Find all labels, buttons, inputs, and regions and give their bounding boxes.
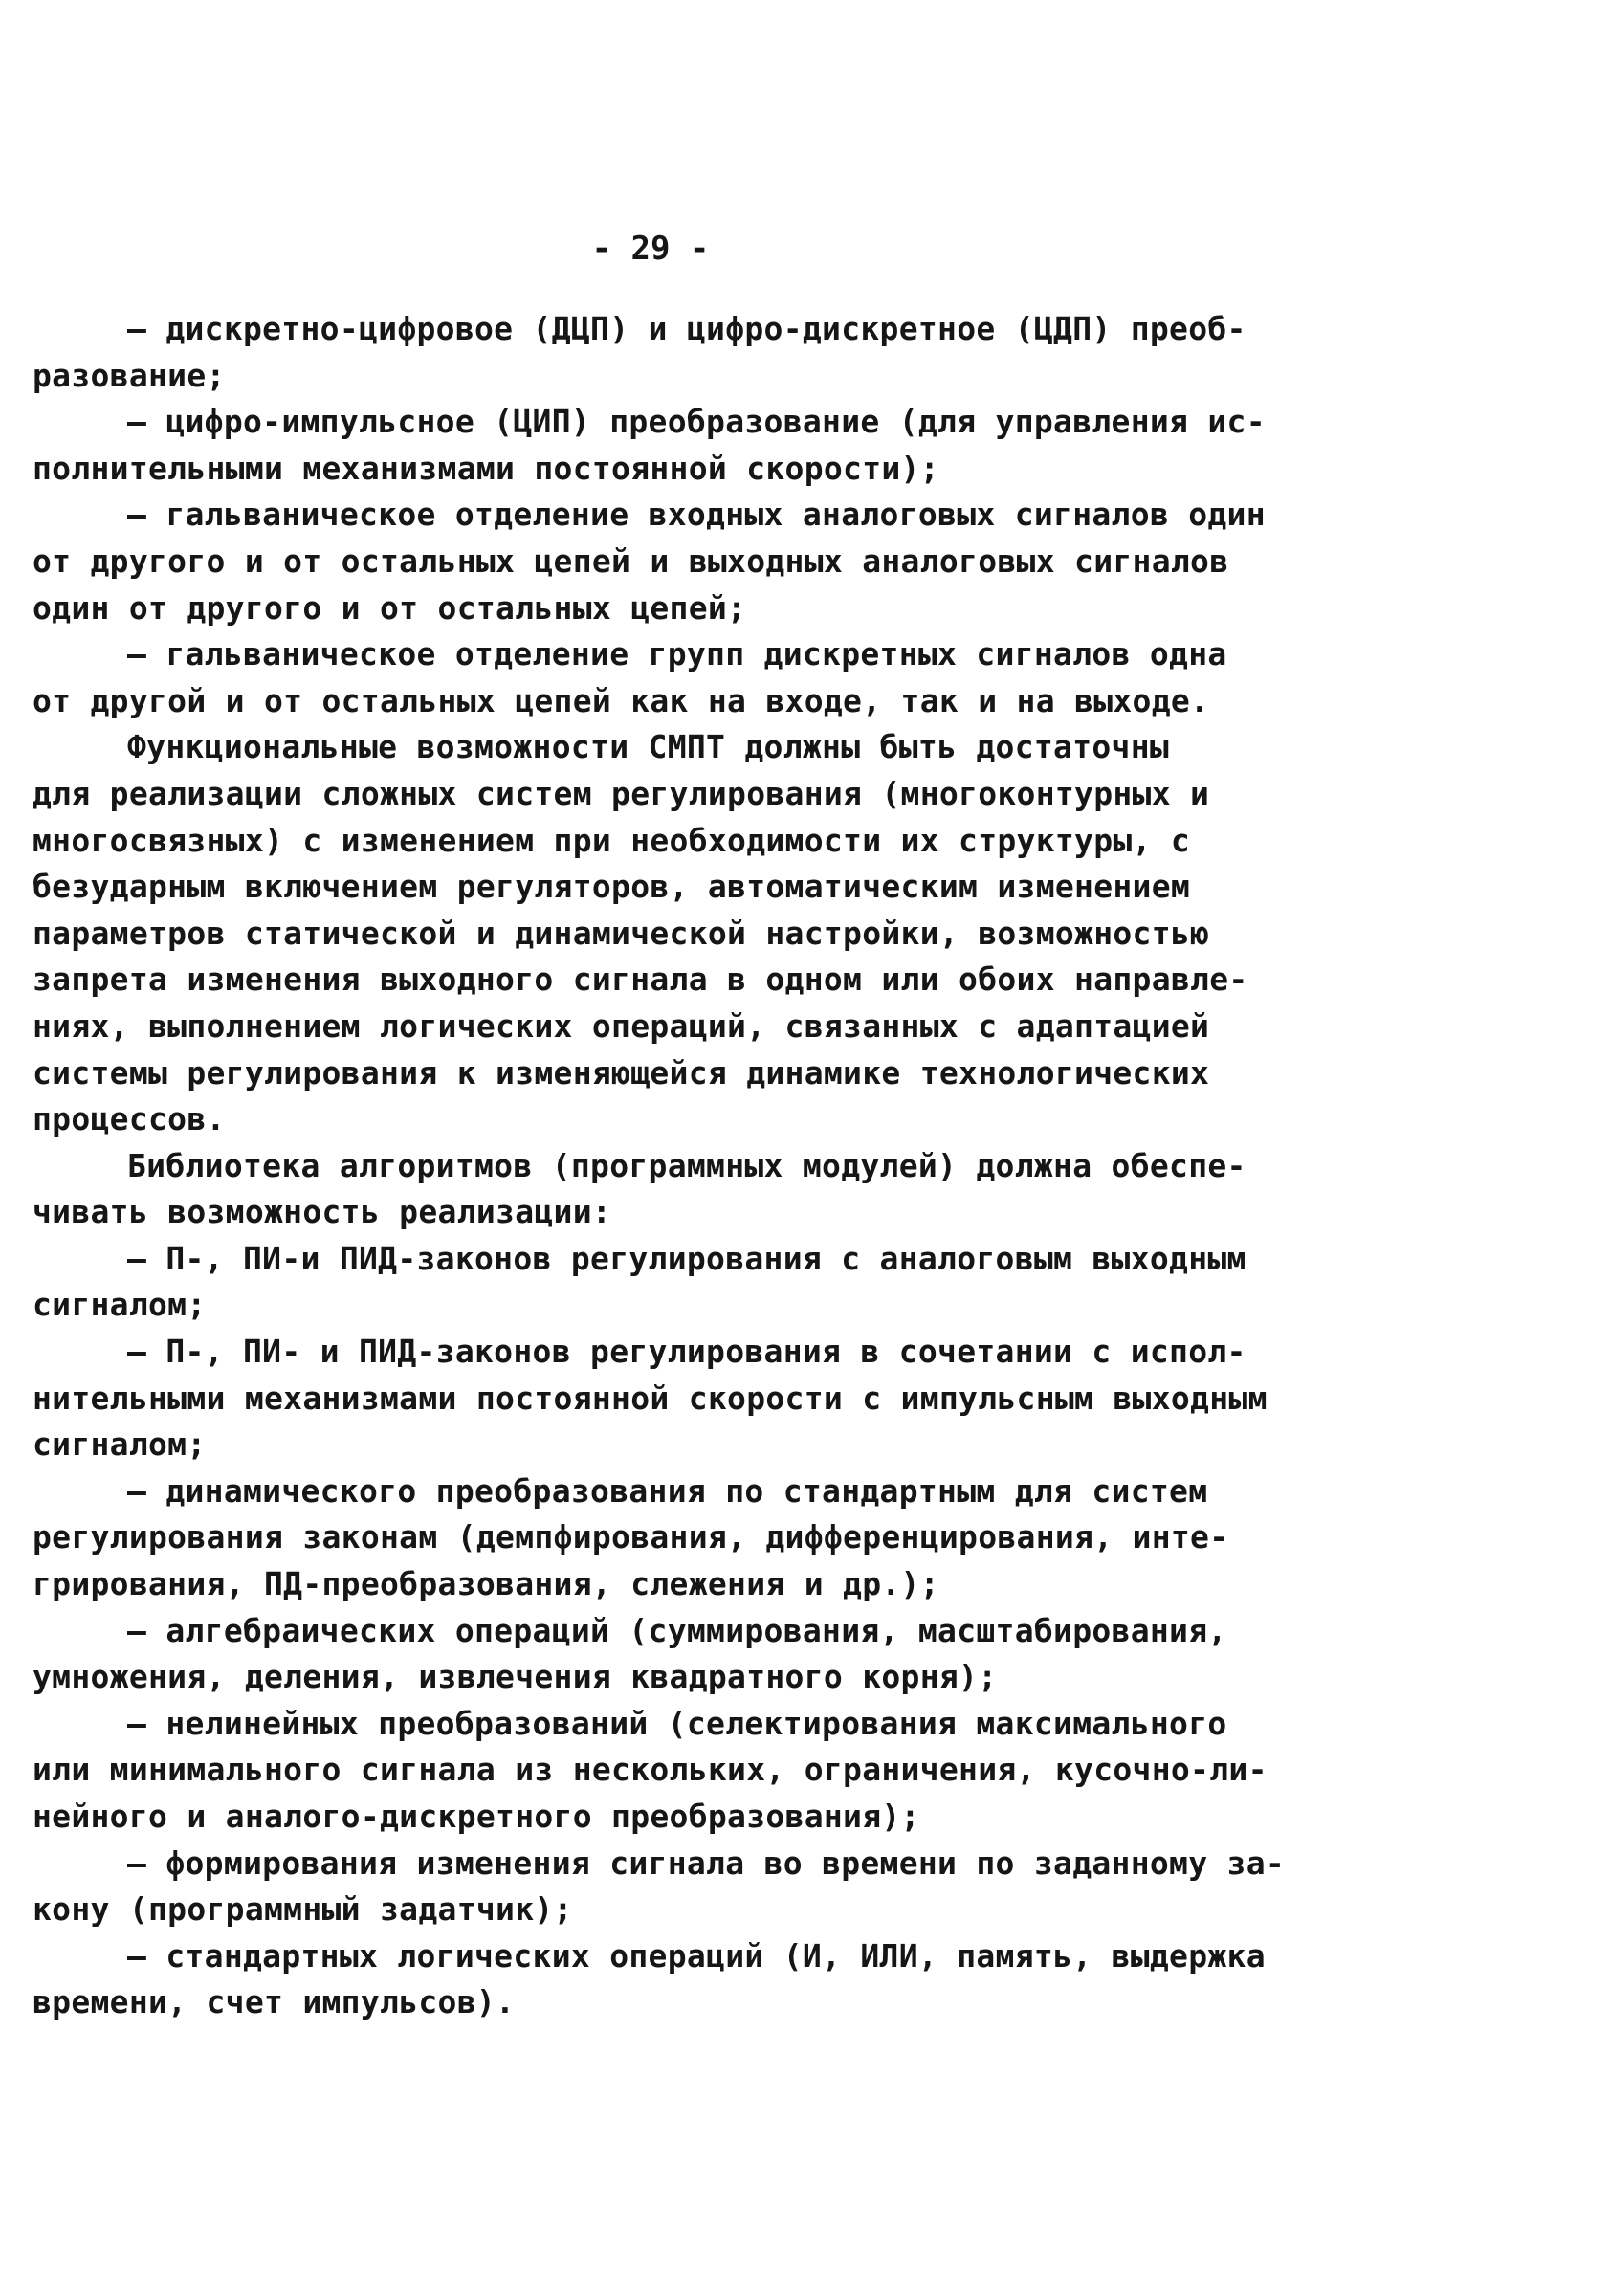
text-line: грирования, ПД-преобразования, слежения и др.);	[33, 1565, 939, 1603]
text-line: умножения, деления, извлечения квадратного корня);	[33, 1658, 998, 1696]
text-line: один от другого и от остальных цепей;	[33, 588, 747, 627]
text-line: времени, счет импульсов).	[33, 1983, 516, 2021]
body-text	[33, 306, 1286, 2026]
text-line: или минимального сигнала из нескольких, ограничения, кусочно-ли-	[33, 1751, 1268, 1789]
text-line: Библиотека алгоритмов (программных модулей) должна обеспе-	[127, 1146, 1246, 1184]
text-line: разование;	[33, 356, 226, 394]
text-line: – гальваническое отделение входных аналоговых сигналов один	[127, 496, 1266, 534]
text-line: процессов.	[33, 1100, 226, 1138]
text-line: ниях, выполнением логических операций, связанных с адаптацией	[33, 1006, 1210, 1045]
text-line: Функциональные возможности СМПТ должны быть достаточны	[127, 728, 1170, 766]
text-line: сигналом;	[33, 1425, 207, 1464]
text-line: кону (программный задатчик);	[33, 1890, 573, 1929]
text-line: безударным включением регуляторов, автоматическим изменением	[33, 868, 1191, 906]
text-line: полнительными механизмами постоянной скорости);	[33, 449, 939, 487]
text-line: параметров статической и динамической настройки, возможностью	[33, 914, 1210, 952]
text-line: – дискретно-цифровое (ДЦП) и цифро-дискретное (ЦДП) преоб-	[127, 310, 1246, 347]
text-line: – формирования изменения сигнала во времени по заданному за-	[127, 1843, 1286, 1882]
text-line: – цифро-импульсное (ЦИП) преобразование (для управления ис-	[127, 403, 1266, 441]
text-line: сигналом;	[33, 1286, 207, 1324]
text-line: от другого и от остальных цепей и выходных аналоговых сигналов	[33, 541, 1229, 580]
text-line: многосвязных) с изменением при необходимости их структуры, с	[33, 821, 1191, 859]
text-line: запрета изменения выходного сигнала в одном или обоих направле-	[33, 960, 1248, 999]
text-line: системы регулирования к изменяющейся динамике технологических	[33, 1053, 1210, 1092]
text-line: для реализации сложных систем регулирования (многоконтурных и	[33, 774, 1210, 812]
page-number: - 29 -	[591, 230, 710, 268]
text-line: – П-, ПИ- и ПИД-законов регулирования в сочетании с испол-	[127, 1333, 1246, 1371]
text-line: нительными механизмами постоянной скорости с импульсным выходным	[33, 1379, 1268, 1417]
text-line: – динамического преобразования по стандартным для систем	[127, 1471, 1208, 1510]
text-line: регулирования законам (демпфирования, дифференцирования, инте-	[33, 1518, 1229, 1556]
text-line: от другой и от остальных цепей как на входе, так и на выходе.	[33, 681, 1210, 719]
text-line: чивать возможность реализации:	[33, 1193, 612, 1231]
text-line: – гальваническое отделение групп дискретных сигналов одна	[127, 635, 1227, 673]
text-line: – П-, ПИ-и ПИД-законов регулирования с аналоговым выходным	[127, 1239, 1246, 1277]
text-line: – нелинейных преобразований (селектирования максимального	[127, 1704, 1227, 1742]
text-line: – стандартных логических операций (И, ИЛИ, память, выдержка	[127, 1936, 1266, 1975]
text-line: нейного и аналого-дискретного преобразования);	[33, 1798, 920, 1835]
text-line: – алгебраических операций (суммирования, масштабирования,	[127, 1611, 1227, 1649]
